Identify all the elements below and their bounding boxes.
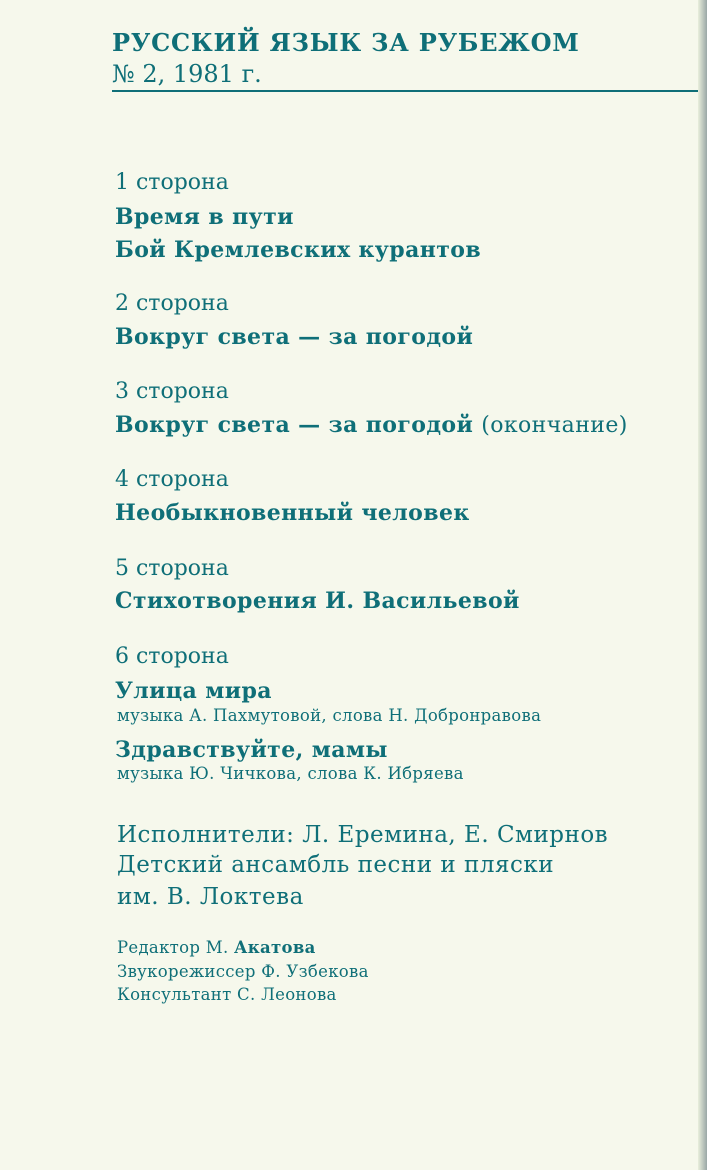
side-3-track-note: (окончание) [481,413,628,438]
side-1-track-2: Бой Кремлевских курантов [115,237,482,263]
performers-line-2: Детский ансамбль песни и пляски [117,852,555,878]
side-6-song-2-title: Здравствуйте, мамы [115,737,388,763]
side-6-song-2-credits: музыка Ю. Чичкова, слова К. Ибряева [117,764,464,783]
side-3-track-1 [115,412,628,438]
side-3-label: 3 сторона [115,379,229,404]
side-1-track-1: Время в пути [115,204,294,230]
side-4-track-1: Необыкновенный человек [115,500,470,526]
side-5-track-1: Стихотворения И. Васильевой [115,588,520,614]
side-5-label: 5 сторона [115,556,229,581]
staff-editor-name: Акатова [234,938,316,957]
staff-consultant: Консультант С. Леонова [117,985,337,1004]
staff-sound-engineer: Звукорежиссер Ф. Узбекова [117,962,369,981]
side-6-song-1-credits: музыка А. Пахмутовой, слова Н. Добронравова [117,706,542,725]
header-divider [112,90,698,92]
side-3-track-title: Вокруг света — за погодой [115,412,474,438]
staff-editor-role: Редактор М. [117,938,229,957]
staff-editor [117,938,316,957]
publication-title: РУССКИЙ ЯЗЫК ЗА РУБЕЖОМ [112,28,580,57]
side-6-label: 6 сторона [115,644,229,669]
side-6-song-1-title: Улица мира [115,678,272,704]
page-edge [698,0,707,1170]
side-4-label: 4 сторона [115,467,229,492]
side-2-label: 2 сторона [115,291,229,316]
performers-line-3: им. В. Локтева [117,884,304,910]
issue-number: № 2, 1981 г. [112,60,262,88]
side-1-label: 1 сторона [115,170,229,195]
performers-line-1: Исполнители: Л. Еремина, Е. Смирнов [117,822,609,848]
side-2-track-1: Вокруг света — за погодой [115,324,474,350]
